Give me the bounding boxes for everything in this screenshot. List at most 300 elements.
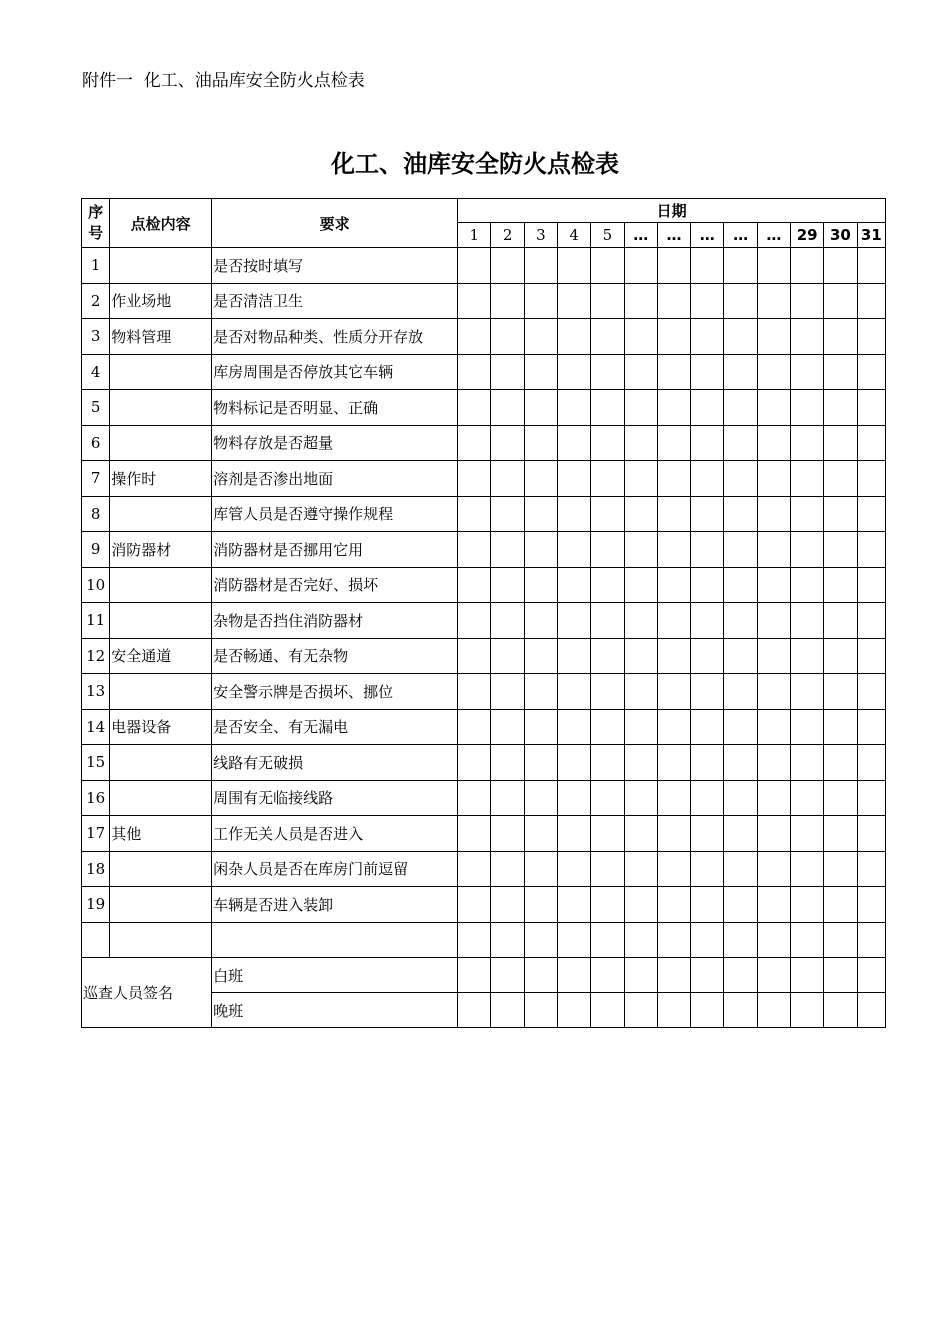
check-cell[interactable] (558, 248, 591, 284)
check-cell[interactable] (491, 425, 524, 461)
check-cell[interactable] (857, 248, 885, 284)
signature-cell[interactable] (558, 958, 591, 993)
check-cell[interactable] (458, 780, 491, 816)
check-cell[interactable] (458, 603, 491, 639)
check-cell[interactable] (624, 425, 657, 461)
check-cell[interactable] (657, 461, 690, 497)
check-cell[interactable] (458, 283, 491, 319)
check-cell[interactable] (657, 354, 690, 390)
check-cell[interactable] (757, 390, 790, 426)
check-cell[interactable] (558, 780, 591, 816)
check-cell[interactable] (791, 816, 824, 852)
signature-cell[interactable] (524, 993, 557, 1028)
day-header: … (757, 223, 790, 248)
check-cell[interactable] (657, 248, 690, 284)
check-cell[interactable] (558, 638, 591, 674)
check-cell[interactable] (491, 816, 524, 852)
check-cell[interactable] (791, 638, 824, 674)
check-cell[interactable] (624, 674, 657, 710)
check-cell[interactable] (724, 780, 757, 816)
check-cell[interactable] (491, 603, 524, 639)
requirement: 消防器材是否挪用它用 (212, 532, 458, 568)
check-cell[interactable] (524, 887, 557, 923)
check-cell[interactable] (591, 851, 624, 887)
check-cell[interactable] (491, 390, 524, 426)
table-row (82, 887, 886, 923)
check-cell[interactable] (558, 461, 591, 497)
check-cell[interactable] (558, 709, 591, 745)
check-cell[interactable] (657, 780, 690, 816)
check-cell[interactable] (591, 390, 624, 426)
check-cell[interactable] (757, 780, 790, 816)
check-cell[interactable] (558, 354, 591, 390)
check-cell[interactable] (824, 425, 857, 461)
check-cell[interactable] (458, 567, 491, 603)
check-cell[interactable] (591, 283, 624, 319)
check-cell[interactable] (524, 461, 557, 497)
check-cell[interactable] (791, 425, 824, 461)
page-title: 化工、油库安全防火点检表 (331, 150, 619, 178)
check-cell[interactable] (691, 425, 724, 461)
check-cell[interactable] (857, 603, 885, 639)
check-cell[interactable] (458, 532, 491, 568)
check-cell[interactable] (691, 922, 724, 958)
check-cell[interactable] (791, 851, 824, 887)
check-cell[interactable] (691, 816, 724, 852)
check-cell[interactable] (724, 283, 757, 319)
check-cell[interactable] (791, 603, 824, 639)
check-cell[interactable] (857, 532, 885, 568)
check-cell[interactable] (524, 603, 557, 639)
check-cell[interactable] (691, 461, 724, 497)
check-cell[interactable] (691, 709, 724, 745)
signature-cell[interactable] (657, 993, 690, 1028)
check-cell[interactable] (691, 319, 724, 355)
check-cell[interactable] (691, 354, 724, 390)
check-cell[interactable] (491, 745, 524, 781)
check-cell[interactable] (824, 567, 857, 603)
check-cell[interactable] (524, 745, 557, 781)
check-cell[interactable] (824, 461, 857, 497)
check-cell[interactable] (857, 354, 885, 390)
table-row (82, 248, 886, 284)
check-cell[interactable] (558, 851, 591, 887)
signature-cell[interactable] (624, 958, 657, 993)
check-cell[interactable] (791, 887, 824, 923)
check-cell[interactable] (657, 709, 690, 745)
check-cell[interactable] (591, 425, 624, 461)
check-cell[interactable] (624, 780, 657, 816)
check-cell[interactable] (624, 461, 657, 497)
check-cell[interactable] (491, 283, 524, 319)
signature-cell[interactable] (458, 958, 491, 993)
check-cell[interactable] (657, 390, 690, 426)
check-cell[interactable] (624, 283, 657, 319)
check-cell[interactable] (591, 567, 624, 603)
check-cell[interactable] (524, 319, 557, 355)
check-cell[interactable] (757, 532, 790, 568)
check-cell[interactable] (624, 354, 657, 390)
check-cell[interactable] (591, 887, 624, 923)
check-cell[interactable] (757, 248, 790, 284)
check-cell[interactable] (657, 532, 690, 568)
check-cell[interactable] (724, 496, 757, 532)
check-cell[interactable] (657, 283, 690, 319)
check-cell[interactable] (757, 461, 790, 497)
check-cell[interactable] (524, 816, 557, 852)
check-cell[interactable] (591, 674, 624, 710)
check-cell[interactable] (591, 745, 624, 781)
check-cell[interactable] (458, 922, 491, 958)
check-cell[interactable] (491, 674, 524, 710)
check-cell[interactable] (524, 496, 557, 532)
check-cell[interactable] (724, 638, 757, 674)
check-cell[interactable] (691, 496, 724, 532)
check-cell[interactable] (624, 816, 657, 852)
check-cell[interactable] (824, 922, 857, 958)
check-cell[interactable] (724, 709, 757, 745)
check-cell[interactable] (724, 816, 757, 852)
check-cell[interactable] (558, 496, 591, 532)
check-cell[interactable] (857, 461, 885, 497)
check-cell[interactable] (458, 390, 491, 426)
check-cell[interactable] (691, 283, 724, 319)
check-cell[interactable] (524, 674, 557, 710)
check-cell[interactable] (857, 674, 885, 710)
check-cell[interactable] (757, 816, 790, 852)
check-cell[interactable] (458, 851, 491, 887)
check-cell[interactable] (791, 745, 824, 781)
check-cell[interactable] (624, 319, 657, 355)
signature-cell[interactable] (491, 993, 524, 1028)
check-cell[interactable] (724, 354, 757, 390)
check-cell[interactable] (691, 248, 724, 284)
check-cell[interactable] (591, 319, 624, 355)
signature-cell[interactable] (591, 993, 624, 1028)
check-cell[interactable] (558, 816, 591, 852)
check-cell[interactable] (657, 496, 690, 532)
check-cell[interactable] (791, 532, 824, 568)
check-cell[interactable] (757, 354, 790, 390)
check-cell[interactable] (591, 638, 624, 674)
check-cell[interactable] (757, 851, 790, 887)
signature-cell[interactable] (558, 993, 591, 1028)
check-cell[interactable] (458, 709, 491, 745)
check-cell[interactable] (558, 922, 591, 958)
check-cell[interactable] (624, 922, 657, 958)
check-cell[interactable] (791, 567, 824, 603)
check-cell[interactable] (724, 745, 757, 781)
check-cell[interactable] (591, 603, 624, 639)
check-cell[interactable] (757, 567, 790, 603)
check-cell[interactable] (657, 674, 690, 710)
check-cell[interactable] (524, 638, 557, 674)
check-cell[interactable] (657, 745, 690, 781)
check-cell[interactable] (757, 319, 790, 355)
check-cell[interactable] (524, 851, 557, 887)
check-cell[interactable] (791, 283, 824, 319)
check-cell[interactable] (458, 248, 491, 284)
check-cell[interactable] (591, 248, 624, 284)
check-cell[interactable] (857, 816, 885, 852)
check-cell[interactable] (657, 887, 690, 923)
check-cell[interactable] (857, 425, 885, 461)
check-cell[interactable] (791, 496, 824, 532)
signature-cell[interactable] (691, 993, 724, 1028)
check-cell[interactable] (824, 496, 857, 532)
check-cell[interactable] (824, 745, 857, 781)
check-cell[interactable] (657, 603, 690, 639)
check-cell[interactable] (791, 922, 824, 958)
check-cell[interactable] (857, 745, 885, 781)
check-cell[interactable] (558, 390, 591, 426)
check-cell[interactable] (458, 496, 491, 532)
check-cell[interactable] (624, 638, 657, 674)
check-cell[interactable] (857, 496, 885, 532)
check-cell[interactable] (491, 567, 524, 603)
check-cell[interactable] (491, 532, 524, 568)
check-cell[interactable] (491, 709, 524, 745)
check-cell[interactable] (691, 780, 724, 816)
check-cell[interactable] (458, 425, 491, 461)
signature-cell[interactable] (791, 993, 824, 1028)
check-cell[interactable] (624, 496, 657, 532)
check-cell[interactable] (558, 319, 591, 355)
check-cell[interactable] (791, 709, 824, 745)
check-cell[interactable] (524, 532, 557, 568)
check-cell[interactable] (458, 461, 491, 497)
check-cell[interactable] (691, 532, 724, 568)
check-cell[interactable] (591, 532, 624, 568)
check-cell[interactable] (824, 887, 857, 923)
check-cell[interactable] (591, 816, 624, 852)
check-cell[interactable] (857, 567, 885, 603)
check-cell[interactable] (724, 674, 757, 710)
check-cell[interactable] (491, 922, 524, 958)
requirement: 库房周围是否停放其它车辆 (212, 354, 458, 390)
requirement: 是否对物品种类、性质分开存放 (212, 319, 458, 355)
check-cell[interactable] (657, 816, 690, 852)
check-cell[interactable] (824, 283, 857, 319)
check-cell[interactable] (824, 851, 857, 887)
check-cell[interactable] (791, 354, 824, 390)
check-cell[interactable] (624, 567, 657, 603)
check-cell[interactable] (691, 567, 724, 603)
requirement: 库管人员是否遵守操作规程 (212, 496, 458, 532)
check-cell[interactable] (757, 425, 790, 461)
requirement: 闲杂人员是否在库房门前逗留 (212, 851, 458, 887)
check-cell[interactable] (857, 638, 885, 674)
check-cell[interactable] (824, 390, 857, 426)
check-cell[interactable] (524, 780, 557, 816)
check-cell[interactable] (791, 461, 824, 497)
signature-cell[interactable] (491, 958, 524, 993)
signature-cell[interactable] (857, 993, 885, 1028)
signature-cell[interactable] (724, 993, 757, 1028)
day-header: … (624, 223, 657, 248)
check-cell[interactable] (757, 603, 790, 639)
check-cell[interactable] (558, 425, 591, 461)
check-cell[interactable] (491, 248, 524, 284)
check-cell[interactable] (491, 496, 524, 532)
check-cell[interactable] (724, 922, 757, 958)
check-cell[interactable] (857, 887, 885, 923)
check-cell[interactable] (724, 319, 757, 355)
check-cell[interactable] (491, 851, 524, 887)
check-cell[interactable] (791, 674, 824, 710)
check-cell[interactable] (691, 390, 724, 426)
check-cell[interactable] (791, 780, 824, 816)
check-cell[interactable] (857, 319, 885, 355)
check-cell[interactable] (458, 638, 491, 674)
check-cell[interactable] (458, 319, 491, 355)
signature-cell[interactable] (524, 958, 557, 993)
check-cell[interactable] (624, 887, 657, 923)
check-cell[interactable] (857, 709, 885, 745)
check-cell[interactable] (591, 496, 624, 532)
check-cell[interactable] (458, 816, 491, 852)
check-cell[interactable] (857, 283, 885, 319)
check-cell[interactable] (724, 248, 757, 284)
signature-cell[interactable] (657, 958, 690, 993)
check-cell[interactable] (591, 922, 624, 958)
check-cell[interactable] (591, 709, 624, 745)
check-cell[interactable] (591, 461, 624, 497)
check-cell[interactable] (691, 638, 724, 674)
table-row (82, 425, 886, 461)
check-cell[interactable] (558, 745, 591, 781)
check-cell[interactable] (824, 709, 857, 745)
check-cell[interactable] (524, 425, 557, 461)
check-cell[interactable] (724, 425, 757, 461)
check-cell[interactable] (624, 745, 657, 781)
check-cell[interactable] (657, 425, 690, 461)
check-cell[interactable] (791, 319, 824, 355)
check-cell[interactable] (558, 532, 591, 568)
check-cell[interactable] (724, 461, 757, 497)
check-cell[interactable] (824, 532, 857, 568)
check-cell[interactable] (724, 567, 757, 603)
check-cell[interactable] (491, 887, 524, 923)
check-cell[interactable] (491, 354, 524, 390)
check-cell[interactable] (724, 603, 757, 639)
check-cell[interactable] (857, 390, 885, 426)
check-cell[interactable] (657, 922, 690, 958)
signature-cell[interactable] (791, 958, 824, 993)
check-cell[interactable] (524, 390, 557, 426)
check-cell[interactable] (757, 887, 790, 923)
check-cell[interactable] (524, 248, 557, 284)
check-cell[interactable] (691, 603, 724, 639)
signature-cell[interactable] (724, 958, 757, 993)
check-cell[interactable] (757, 638, 790, 674)
check-cell[interactable] (558, 887, 591, 923)
check-cell[interactable] (491, 638, 524, 674)
signature-cell[interactable] (591, 958, 624, 993)
check-cell[interactable] (757, 283, 790, 319)
check-cell[interactable] (824, 638, 857, 674)
signature-cell[interactable] (824, 958, 857, 993)
check-cell[interactable] (824, 319, 857, 355)
check-cell[interactable] (624, 248, 657, 284)
check-cell[interactable] (691, 887, 724, 923)
check-cell[interactable] (857, 780, 885, 816)
check-cell[interactable] (657, 638, 690, 674)
check-cell[interactable] (491, 780, 524, 816)
check-cell[interactable] (458, 354, 491, 390)
check-cell[interactable] (458, 674, 491, 710)
check-cell[interactable] (824, 816, 857, 852)
check-cell[interactable] (757, 674, 790, 710)
check-cell[interactable] (491, 319, 524, 355)
check-cell[interactable] (824, 248, 857, 284)
check-cell[interactable] (824, 780, 857, 816)
check-cell[interactable] (857, 851, 885, 887)
check-cell[interactable] (458, 887, 491, 923)
check-cell[interactable] (757, 922, 790, 958)
check-cell[interactable] (657, 851, 690, 887)
check-cell[interactable] (791, 390, 824, 426)
check-cell[interactable] (691, 851, 724, 887)
signature-cell[interactable] (691, 958, 724, 993)
check-cell[interactable] (491, 461, 524, 497)
check-cell[interactable] (558, 603, 591, 639)
check-cell[interactable] (691, 674, 724, 710)
check-cell[interactable] (624, 603, 657, 639)
check-cell[interactable] (724, 390, 757, 426)
check-cell[interactable] (824, 603, 857, 639)
check-cell[interactable] (558, 674, 591, 710)
check-cell[interactable] (791, 248, 824, 284)
row-number: 3 (82, 319, 110, 355)
check-cell[interactable] (524, 283, 557, 319)
signature-cell[interactable] (824, 993, 857, 1028)
check-cell[interactable] (524, 354, 557, 390)
requirement: 安全警示牌是否损坏、挪位 (212, 674, 458, 710)
check-cell[interactable] (757, 496, 790, 532)
check-cell[interactable] (724, 887, 757, 923)
check-cell[interactable] (724, 851, 757, 887)
check-cell[interactable] (757, 745, 790, 781)
check-cell[interactable] (757, 709, 790, 745)
check-cell[interactable] (624, 532, 657, 568)
signature-cell[interactable] (458, 993, 491, 1028)
check-cell[interactable] (824, 354, 857, 390)
check-cell[interactable] (524, 709, 557, 745)
check-cell[interactable] (524, 922, 557, 958)
check-cell[interactable] (624, 709, 657, 745)
check-cell[interactable] (591, 354, 624, 390)
signature-cell[interactable] (857, 958, 885, 993)
check-cell[interactable] (591, 780, 624, 816)
check-cell[interactable] (624, 851, 657, 887)
signature-cell[interactable] (757, 958, 790, 993)
check-cell[interactable] (558, 283, 591, 319)
signature-cell[interactable] (757, 993, 790, 1028)
check-cell[interactable] (624, 390, 657, 426)
requirement: 物料标记是否明显、正确 (212, 390, 458, 426)
check-cell[interactable] (657, 319, 690, 355)
check-cell[interactable] (558, 567, 591, 603)
signature-cell[interactable] (624, 993, 657, 1028)
check-cell[interactable] (724, 532, 757, 568)
check-cell[interactable] (458, 745, 491, 781)
check-cell[interactable] (824, 674, 857, 710)
check-cell[interactable] (524, 567, 557, 603)
check-cell[interactable] (657, 567, 690, 603)
check-cell[interactable] (857, 922, 885, 958)
check-cell[interactable] (691, 745, 724, 781)
